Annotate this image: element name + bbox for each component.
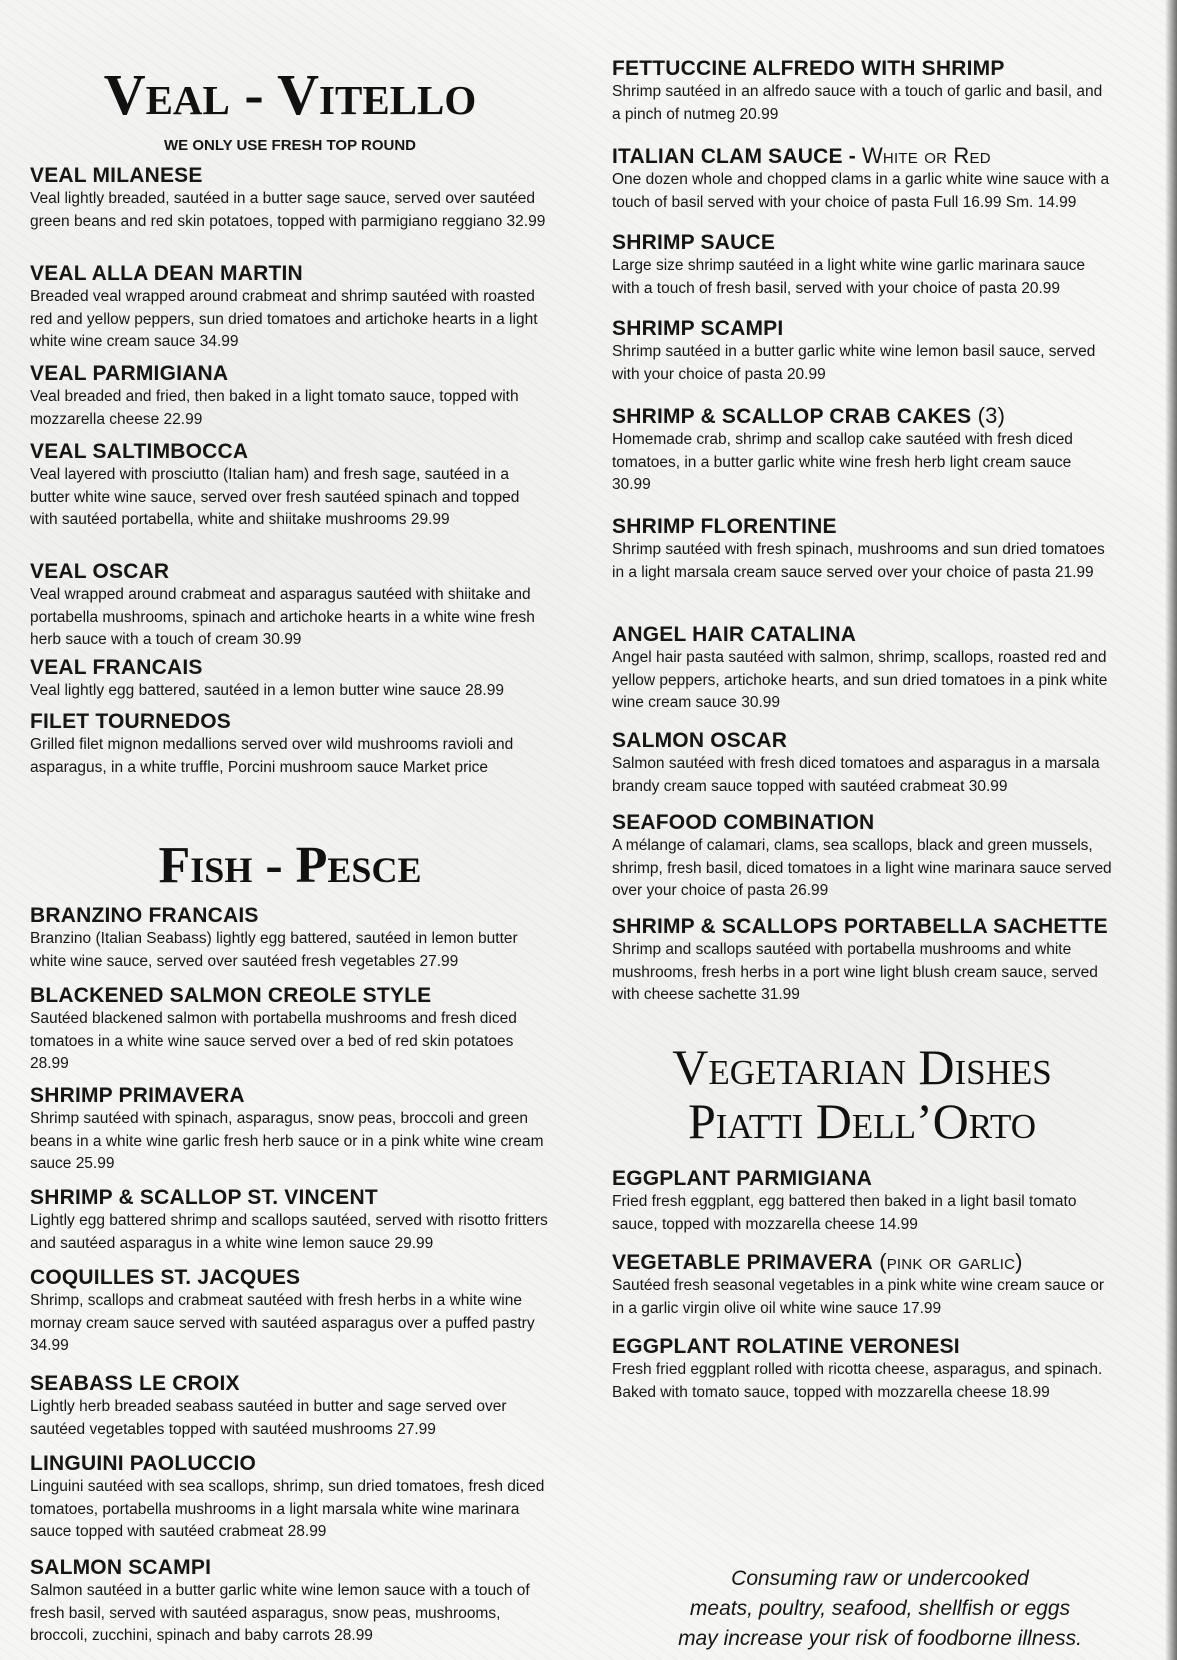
item-price: 22.99 <box>163 410 203 428</box>
item-description: Lightly egg battered shrimp and scallops sautéed, served with risotto fritters and sautéed asparagus in a white wine lemon sauce 29.99 <box>30 1212 548 1252</box>
item-description: A mélange of calamari, clams, sea scallops, black and green mussels, shrimp, fresh basil, diced tomatoes in a light wine marinara sauce served over your choice of pasta 26.99 <box>612 837 1112 899</box>
item-price: Market price <box>402 758 489 776</box>
item-name: VEAL ALLA DEAN MARTIN <box>30 262 303 285</box>
item-description: Fried fresh eggplant, egg battered then baked in a light basil tomato sauce, topped with mozzarella cheese 14.99 <box>612 1193 1077 1233</box>
item-description: Lightly herb breaded seabass sautéed in butter and sage served over sautéed vegetables topped with sautéed mushrooms 27.99 <box>30 1398 507 1438</box>
item-name: ANGEL HAIR CATALINA <box>612 623 857 646</box>
item-name: VEGETABLE PRIMAVERA (pink or garlic) <box>612 1249 1023 1274</box>
menu-item-shrimp-scallop-crab-cakes <box>612 404 1112 497</box>
item-name: SHRIMP SCAMPI <box>612 317 784 340</box>
item-description: Veal lightly breaded, sautéed in a butter sage sauce, served over sautéed green beans and red skin potatoes, topped with parmigiano reggiano 32.99 <box>30 190 546 230</box>
menu-item-blackened-salmon <box>30 984 550 1076</box>
item-name: SHRIMP PRIMAVERA <box>30 1084 245 1107</box>
item-name: SHRIMP & SCALLOP CRAB CAKES (3) <box>612 403 1006 428</box>
menu-item-veal-saltimbocca <box>30 440 550 532</box>
item-description: Large size shrimp sautéed in a light white wine garlic marinara sauce with a touch of fresh basil, served with your choice of pasta 20.99 <box>612 257 1085 297</box>
item-description: One dozen whole and chopped clams in a garlic white wine sauce with a touch of basil served with your choice of pasta Full 16.99 Sm. 14.99 <box>612 171 1110 211</box>
item-description: Sautéed blackened salmon with portabella mushrooms and fresh diced tomatoes in a white wine sauce served over a bed of red skin potatoes28.99 <box>30 1010 517 1072</box>
item-name: COQUILLES ST. JACQUES <box>30 1266 301 1289</box>
item-description: Shrimp and scallops sautéed with portabella mushrooms and white mushrooms, fresh herbs in a port wine light blush cream sauce, served with cheese sachette 31.99 <box>612 941 1098 1003</box>
item-price: 14.99 <box>879 1215 918 1233</box>
item-price: 20.99 <box>786 365 826 383</box>
item-description: Linguini sautéed with sea scallops, shrimp, sun dried tomatoes, fresh diced tomatoes, portabella mushrooms in a light marsala white wine marinara sauce topped with sautéed crabmeat 28.99 <box>30 1478 545 1540</box>
menu-item-shrimp-primavera <box>30 1084 550 1176</box>
item-price: 28.99 <box>30 1055 69 1072</box>
item-name: EGGPLANT PARMIGIANA <box>612 1167 873 1190</box>
fish-section-title: Fish - Pesce <box>158 837 422 894</box>
item-description: Grilled filet mignon medallions served over wild mushrooms ravioli and asparagus, in a white truffle, Porcini mushroom sauce Market price <box>30 736 514 776</box>
item-description: Shrimp sautéed with spinach, asparagus, snow peas, broccoli and green beans in a white wine garlic fresh herb sauce or in a pink white wine cream sauce 25.99 <box>30 1110 544 1172</box>
vegetarian-title-line1: Vegetarian Dishes <box>672 1039 1052 1095</box>
menu-item-italian-clam-sauce <box>612 144 1112 214</box>
disclaimer-line: meats, poultry, seafood, shellfish or eggs <box>689 1597 1071 1620</box>
item-description: Veal wrapped around crabmeat and asparagus sautéed with shiitake and portabella mushrooms, spinach and artichoke hearts in a white wine fresh herb sauce with a touch of cream 30.99 <box>30 586 535 648</box>
menu-item-veal-oscar <box>30 560 550 652</box>
item-price: 30.99 <box>741 694 781 711</box>
item-description: Veal lightly egg battered, sautéed in a lemon butter wine sauce 28.99 <box>30 682 504 699</box>
page-edge-shadow <box>1165 0 1177 1660</box>
item-price: 28.99 <box>287 1523 327 1540</box>
menu-item-salmon-scampi <box>30 1556 550 1648</box>
item-name: LINGUINI PAOLUCCIO <box>30 1452 257 1475</box>
menu-item-shrimp-scallop-st-vincent <box>30 1186 550 1255</box>
menu-item-shrimp-scampi <box>612 316 1112 386</box>
menu-item-seafood-combination <box>612 810 1112 903</box>
item-name: FETTUCCINE ALFREDO WITH SHRIMP <box>612 57 1005 80</box>
item-name: EGGPLANT ROLATINE VERONESI <box>612 1335 960 1358</box>
disclaimer-line: may increase your risk of foodborne illness. <box>678 1627 1082 1650</box>
item-description: Fresh fried eggplant rolled with ricotta cheese, asparagus, and spinach. Baked with tomato sauce, topped with mozzarella cheese 18.99 <box>612 1361 1103 1401</box>
item-name: SALMON OSCAR <box>612 729 788 752</box>
item-description: Branzino (Italian Seabass) lightly egg battered, sautéed in lemon butter white wine sauce, served over sautéed fresh vegetables 27.99 <box>30 930 518 970</box>
item-price: 17.99 <box>902 1299 942 1317</box>
item-price: 30.99 <box>968 777 1008 795</box>
item-description: Shrimp sautéed in an alfredo sauce with a touch of garlic and basil, and a pinch of nutmeg 20.99 <box>612 83 1103 123</box>
menu-item-vegetable-primavera <box>612 1250 1112 1320</box>
item-description: Shrimp, scallops and crabmeat sautéed with fresh herbs in a white wine mornay cream sauce served with sautéed asparagus over a puffed pastry34.99 <box>30 1292 535 1354</box>
item-price: 29.99 <box>410 511 450 528</box>
menu-item-shrimp-scallops-portabella-sachette <box>612 914 1112 1007</box>
item-name: VEAL PARMIGIANA <box>30 362 229 385</box>
item-description: Angel hair pasta sautéed with salmon, shrimp, scallops, roasted red and yellow peppers, artichoke hearts, and sun dried tomatoes in a pink white wine cream sauce 30.99 <box>612 649 1108 711</box>
item-name: BRANZINO FRANCAIS <box>30 904 259 927</box>
menu-item-veal-parmigiana <box>30 362 550 431</box>
item-price: 25.99 <box>75 1155 115 1172</box>
menu-item-seabass-le-croix <box>30 1372 550 1441</box>
veal-section-title: Veal - Vitello <box>103 62 477 127</box>
menu-item-filet-tournedos <box>30 710 550 779</box>
menu-item-angel-hair-catalina <box>612 622 1112 715</box>
item-description: Veal layered with prosciutto (Italian ham) and fresh sage, sautéed in a butter white wine sauce, served over fresh sautéed spinach and topped with sautéed portabella, white and shiitake mushrooms 29.99 <box>30 466 520 528</box>
item-price: 32.99 <box>506 212 546 230</box>
item-name: VEAL OSCAR <box>30 560 170 583</box>
menu-item-linguini-paoluccio <box>30 1452 550 1544</box>
item-description: Salmon sautéed with fresh diced tomatoes and asparagus in a marsala brandy cream sauce topped with sautéed crabmeat 30.99 <box>612 755 1100 795</box>
item-price: 27.99 <box>397 1420 436 1438</box>
item-name: BLACKENED SALMON CREOLE STYLE <box>30 984 432 1007</box>
item-name: VEAL SALTIMBOCCA <box>30 440 249 463</box>
item-name: SALMON SCAMPI <box>30 1556 212 1579</box>
item-price: 21.99 <box>1054 563 1094 581</box>
item-price: 30.99 <box>262 631 302 648</box>
menu-item-shrimp-sauce <box>612 230 1112 300</box>
item-description: Shrimp sautéed with fresh spinach, mushrooms and sun dried tomatoes in a light marsala cream sauce served over your choice of pasta 21.99 <box>612 541 1105 581</box>
item-name: VEAL MILANESE <box>30 164 203 187</box>
item-description: Shrimp sautéed in a butter garlic white wine lemon basil sauce, served with your choice of pasta 20.99 <box>612 343 1096 383</box>
menu-item-eggplant-parmigiana <box>612 1166 1112 1236</box>
item-price: Full 16.99 Sm. 14.99 <box>933 193 1077 211</box>
menu-item-fettuccine-alfredo-shrimp <box>612 56 1112 126</box>
item-description: Salmon sautéed in a butter garlic white wine lemon sauce with a touch of fresh basil, served with sautéed asparagus, snow peas, mushrooms, broccoli, zucchini, spinach and baby carrots 28.99 <box>30 1582 530 1644</box>
item-price: 29.99 <box>394 1234 434 1252</box>
veal-subtitle: WE ONLY USE FRESH TOP ROUND <box>164 137 416 154</box>
item-name: SHRIMP & SCALLOP ST. VINCENT <box>30 1186 378 1209</box>
item-price: 26.99 <box>789 882 829 899</box>
menu-item-veal-alla-dean-martin <box>30 262 550 354</box>
item-price: 28.99 <box>334 1627 373 1644</box>
item-name: SHRIMP SAUCE <box>612 231 776 254</box>
item-description: Veal breaded and fried, then baked in a light tomato sauce, topped with mozzarella cheese 22.99 <box>30 388 519 428</box>
item-price: 30.99 <box>612 476 651 493</box>
vegetarian-section-title <box>612 1040 1112 1148</box>
disclaimer-line: Consuming raw or undercooked <box>731 1567 1029 1590</box>
item-name: VEAL FRANCAIS <box>30 656 203 679</box>
item-price: 34.99 <box>199 333 239 350</box>
menu-item-shrimp-florentine <box>612 514 1112 584</box>
item-price: 28.99 <box>465 682 504 699</box>
item-price: 31.99 <box>761 986 800 1003</box>
menu-item-veal-milanese <box>30 164 550 233</box>
menu-item-branzino-francais <box>30 904 550 973</box>
item-name: SEAFOOD COMBINATION <box>612 811 875 834</box>
item-name: SHRIMP & SCALLOPS PORTABELLA SACHETTE <box>612 915 1108 938</box>
item-name: SHRIMP FLORENTINE <box>612 515 837 538</box>
item-price: 20.99 <box>1021 279 1061 297</box>
item-name: SEABASS LE CROIX <box>30 1372 240 1395</box>
menu-item-veal-francais <box>30 656 550 703</box>
item-description: Sautéed fresh seasonal vegetables in a pink white wine cream sauce or in a garlic virgin olive oil white wine sauce 17.99 <box>612 1277 1104 1317</box>
vegetarian-title-line2: Piatti Dell’Orto <box>687 1093 1037 1149</box>
item-price: 18.99 <box>1010 1383 1050 1401</box>
item-description: Breaded veal wrapped around crabmeat and shrimp sautéed with roasted red and yellow peppers, sun dried tomatoes and artichoke hearts in a light white wine cream sauce 34.99 <box>30 288 538 350</box>
menu-item-coquilles-st-jacques <box>30 1266 550 1358</box>
food-safety-disclaimer <box>640 1564 1120 1654</box>
item-price: 34.99 <box>30 1337 69 1354</box>
menu-item-salmon-oscar <box>612 728 1112 798</box>
item-name: ITALIAN CLAM SAUCE - White or Red <box>612 143 991 168</box>
menu-item-eggplant-rolatine-veronesi <box>612 1334 1112 1404</box>
item-description: Homemade crab, shrimp and scallop cake sautéed with fresh diced tomatoes, in a butter garlic white wine fresh herb light cream sauce30.99 <box>612 431 1073 493</box>
item-price: 27.99 <box>419 952 459 970</box>
item-price: 20.99 <box>739 105 779 123</box>
item-name: FILET TOURNEDOS <box>30 710 231 733</box>
